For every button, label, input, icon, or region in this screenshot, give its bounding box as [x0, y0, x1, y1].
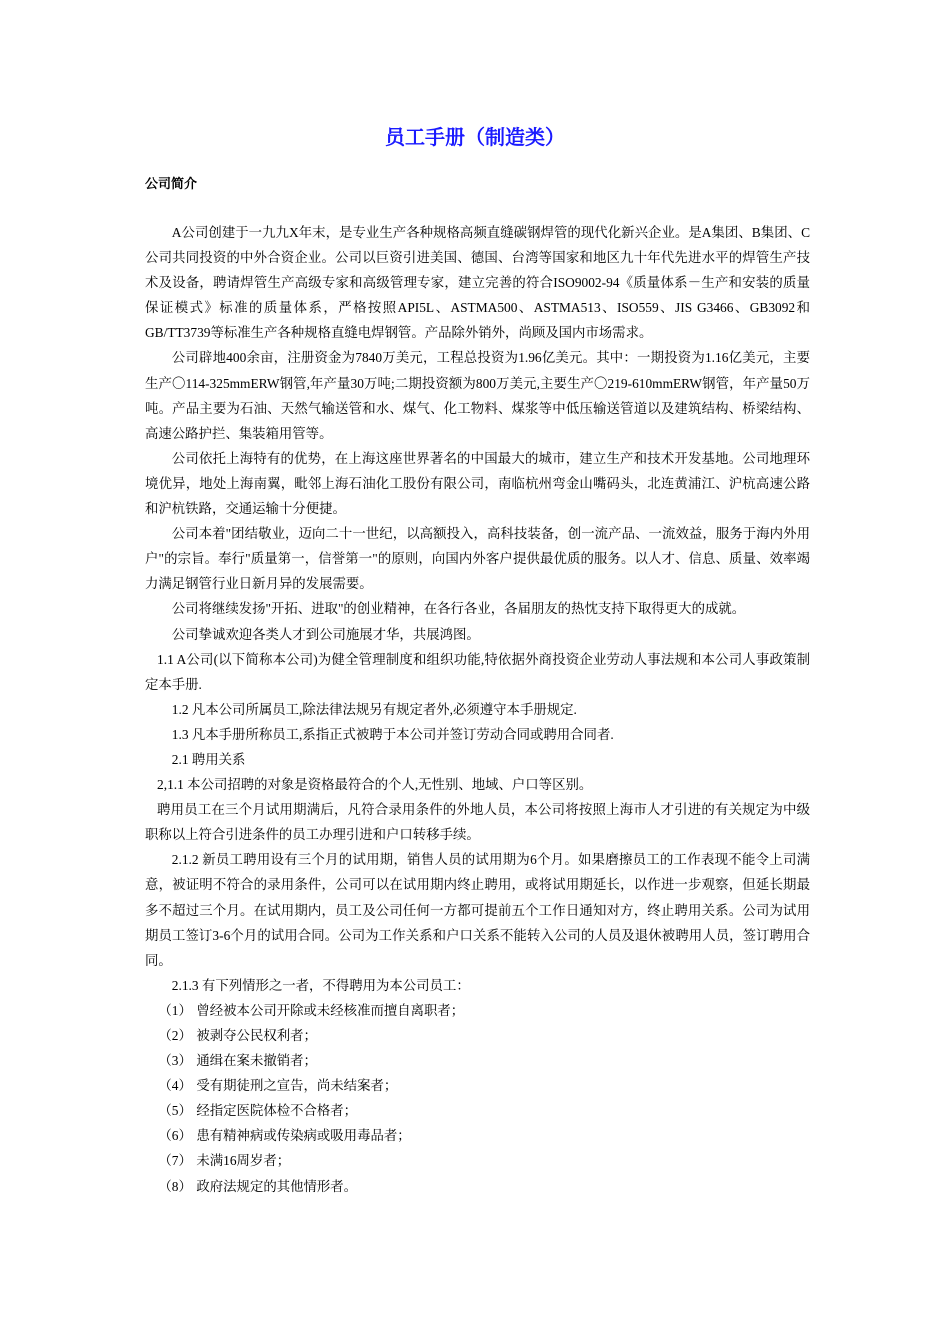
list-item-number: （6）	[158, 1128, 192, 1144]
paragraph-location: 公司依托上海特有的优势，在上海这座世界著名的中国最大的城市，建立生产和技术开发基地。公司地理环境优异，地处上海南翼，毗邻上海石油化工股份有限公司，南临杭州弯金山嘴码头，北连黄浦江、沪杭高速公路和沪杭铁路，交通运输十分便捷。	[145, 450, 810, 517]
list-item-number: （8）	[158, 1178, 192, 1194]
clause-1-2: 1.2 凡本公司所属员工,除法律法规另有规定者外,必须遵守本手册规定.	[171, 701, 577, 717]
list-item-text: 未满16周岁者；	[196, 1153, 291, 1169]
document-body	[145, 220, 810, 1199]
list-item-text: 曾经被本公司开除或未经核准而擅自离职者；	[196, 1002, 465, 1018]
paragraph-talent-introduction: 聘用员工在三个月试用期满后，凡符合录用条件的外地人员，本公司将按照上海市人才引进的有关规定为中级职称以上符合引进条件的员工办理引进和户口转移手续。	[145, 802, 810, 843]
clause-2-1-1: 2,1.1 本公司招聘的对象是资格最符合的个人,无性别、地域、户口等区别。	[157, 777, 593, 793]
list-item-number: （1）	[158, 1002, 192, 1018]
list-item-text: 经指定医院体检不合格者；	[196, 1103, 358, 1119]
paragraph-investment: 公司辟地400余亩，注册资金为7840万美元，工程总投资为1.96亿美元。其中：一期投资为1.16亿美元，主要生产〇114-325mmERW钢管,年产量30万吨;二期投资额为800万美元,主要生产〇219-610mmERW钢管，年产量50万吨。产品主要为石油、天然气输送管和水、煤气、化工物料、煤浆等中低压输送管道以及建筑结构、桥梁结构、高速公路护拦、集装箱用管等。	[145, 350, 810, 441]
paragraph-spirit: 公司将继续发扬"开拓、进取"的创业精神，在各行各业，各届朋友的热忱支持下取得更大的成就。	[171, 601, 746, 617]
list-item-text: 受有期徒刑之宣告，尚未结案者；	[196, 1078, 398, 1094]
list-item	[145, 1023, 810, 1048]
section-heading: 公司简介	[145, 177, 198, 192]
list-item-number: （7）	[158, 1153, 192, 1169]
list-item	[145, 1174, 810, 1199]
list-item-text: 被剥夺公民权利者；	[196, 1028, 317, 1043]
list-item-text: 政府法规定的其他情形者。	[196, 1178, 358, 1194]
clause-1-1: 1.1 A公司(以下简称本公司)为健全管理制度和组织功能,特依据外商投资企业劳动人事法规和本公司人事政策制定本手册.	[145, 651, 810, 692]
list-item	[145, 1148, 810, 1173]
list-item-text: 患有精神病或传染病或吸用毒品者；	[196, 1128, 411, 1144]
clause-2-1-3: 2.1.3 有下列情形之一者，不得聘用为本公司员工：	[171, 977, 470, 993]
exclusion-list	[145, 998, 810, 1199]
list-item	[145, 998, 810, 1023]
paragraph-company-overview: A公司创建于一九九X年末，是专业生产各种规格高频直缝碳钢焊管的现代化新兴企业。是A集团、B集团、C公司共同投资的中外合资企业。公司以巨资引进美国、德国、台湾等国家和地区九十年代先进水平的焊管生产技术及设备，聘请焊管生产高级专家和高级管理专家，建立完善的符合ISO9002-94《质量体系－生产和安装的质量保证模式》标准的质量体系，严格按照API5L、ASTMA500、ASTMA513、ISO559、JIS G3466、GB3092和GB/TT3739等标准生产各种规格直缝电焊钢管。产品除外销外，尚顾及国内市场需求。	[145, 225, 810, 341]
list-item	[145, 1073, 810, 1098]
clause-2-1-heading: 2.1 聘用关系	[171, 751, 246, 767]
paragraph-welcome: 公司挚诚欢迎各类人才到公司施展才华，共展鸿图。	[171, 626, 480, 642]
document-title: 员工手册（制造类）	[385, 125, 565, 149]
list-item-number: （3）	[158, 1053, 192, 1069]
list-item-number: （4）	[158, 1078, 192, 1094]
list-item-number: （5）	[158, 1103, 192, 1119]
list-item-number: （2）	[158, 1028, 192, 1043]
list-item	[145, 1098, 810, 1123]
list-item-text: 通缉在案未撤销者；	[196, 1053, 317, 1069]
clause-1-3: 1.3 凡本手册所称员工,系指正式被聘于本公司并签订劳动合同或聘用合同者.	[171, 726, 614, 742]
list-item	[145, 1123, 810, 1148]
clause-2-1-2: 2.1.2 新员工聘用设有三个月的试用期，销售人员的试用期为6个月。如果磨擦员工的工作表现不能令上司满意，被证明不符合的录用条件，公司可以在试用期内终止聘用，或将试用期延长，以作进一步观察，但延长期最多不超过三个月。在试用期内，员工及公司任何一方都可提前五个工作日通知对方，终止聘用关系。公司为试用期员工签订3-6个月的试用合同。公司为工作关系和户口关系不能转入公司的人员及退休被聘用人员，签订聘用合同。	[145, 852, 810, 968]
paragraph-mission: 公司本着"团结敬业，迈向二十一世纪，以高额投入，高科技装备，创一流产品、一流效益，服务于海内外用户"的宗旨。奉行"质量第一，信誉第一"的原则，向国内外客户提供最优质的服务。以人才、信息、质量、效率竭力满足钢管行业日新月异的发展需要。	[145, 526, 810, 592]
list-item	[145, 1048, 810, 1073]
